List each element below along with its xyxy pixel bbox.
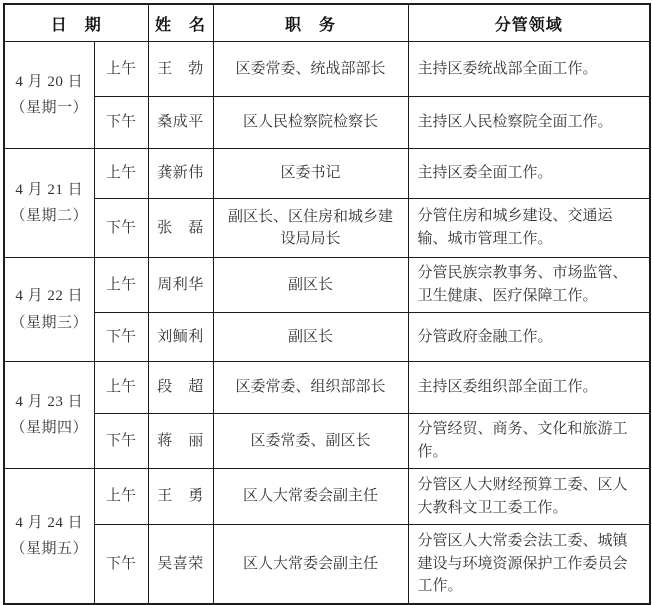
name-cell: 蒋 丽 [148,414,213,469]
period-cell: 下午 [94,199,148,258]
table-row [4,42,650,97]
period-cell: 上午 [94,42,148,97]
date-cell [4,42,94,149]
period-cell: 下午 [94,525,148,605]
period-cell: 上午 [94,469,148,525]
table-row [4,313,650,362]
table-row [4,258,650,313]
date-line2: （星期一） [10,100,88,116]
name-cell: 周利华 [148,258,213,313]
period-cell: 下午 [94,97,148,149]
area-cell: 分管区人大常委会法工委、城镇建设与环境资源保护工作委员会工作。 [408,525,650,605]
position-cell: 副区长 [213,313,408,362]
area-cell: 分管区人大财经预算工委、区人大教科文卫工委工作。 [408,469,650,525]
name-cell: 刘鲕利 [148,313,213,362]
position-cell: 区人民检察院检察长 [213,97,408,149]
area-cell: 分管住房和城乡建设、交通运输、城市管理工作。 [408,199,650,258]
position-cell: 区人大常委会副主任 [213,469,408,525]
date-line1: 4 月 20 日 [15,73,84,90]
table-row [4,469,650,525]
header-name: 姓 名 [148,4,213,42]
position-cell: 副区长 [213,258,408,313]
header-date: 日 期 [4,4,148,42]
name-cell: 龚新伟 [148,149,213,199]
area-cell: 分管经贸、商务、文化和旅游工作。 [408,414,650,469]
date-line1: 4 月 22 日 [15,288,84,305]
date-line2: （星期二） [10,208,88,224]
table-row [4,199,650,258]
period-cell: 下午 [94,414,148,469]
table-row [4,149,650,199]
period-cell: 上午 [94,258,148,313]
date-cell [4,149,94,258]
name-cell: 吴喜荣 [148,525,213,605]
position-cell: 区委常委、组织部部长 [213,362,408,414]
date-line2: （星期三） [10,314,88,331]
name-cell: 桑成平 [148,97,213,149]
area-cell: 分管民族宗教事务、市场监管、卫生健康、医疗保障工作。 [408,258,650,313]
area-cell: 主持区委组织部全面工作。 [408,362,650,414]
name-cell: 段 超 [148,362,213,414]
table-row [4,525,650,605]
position-cell: 区委书记 [213,149,408,199]
date-cell [4,362,94,469]
date-cell [4,469,94,605]
area-cell: 分管政府金融工作。 [408,313,650,362]
position-cell: 区委常委、副区长 [213,414,408,469]
table-row [4,97,650,149]
area-cell: 主持区委全面工作。 [408,149,650,199]
name-cell: 王 勇 [148,469,213,525]
date-line1: 4 月 21 日 [15,181,84,198]
table-row [4,362,650,414]
area-cell: 主持区委统战部全面工作。 [408,42,650,97]
date-line1: 4 月 23 日 [15,393,84,410]
header-area: 分管领域 [408,4,650,42]
date-cell [4,258,94,362]
date-line1: 4 月 24 日 [15,514,84,531]
date-line2: （星期四） [10,420,88,436]
name-cell: 王 勃 [148,42,213,97]
position-cell: 副区长、区住房和城乡建设局局长 [213,199,408,258]
position-cell: 区委常委、统战部部长 [213,42,408,97]
period-cell: 上午 [94,362,148,414]
area-cell: 主持区人民检察院全面工作。 [408,97,650,149]
header-row [4,4,650,42]
name-cell: 张 磊 [148,199,213,258]
header-position: 职 务 [213,4,408,42]
period-cell: 下午 [94,313,148,362]
duty-schedule-table [3,3,651,605]
date-line2: （星期五） [10,541,88,557]
period-cell: 上午 [94,149,148,199]
position-cell: 区人大常委会副主任 [213,525,408,605]
table-row [4,414,650,469]
